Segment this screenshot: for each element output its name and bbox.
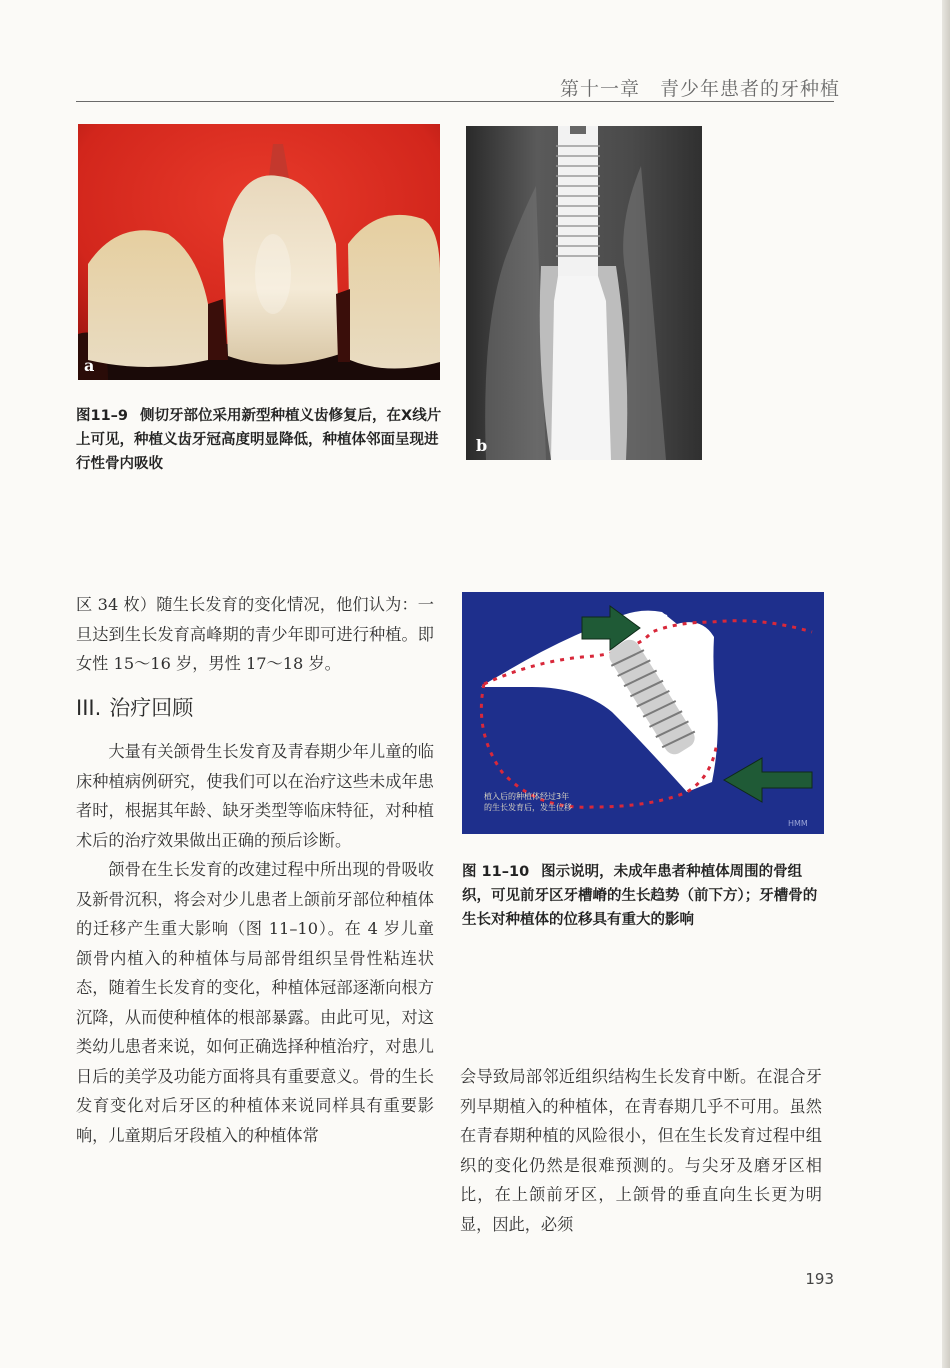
implant-displacement-diagram [462, 592, 824, 834]
diagram-credit: HMM [788, 819, 808, 828]
figure-11-10-caption-text: 图示说明，未成年患者种植体周围的骨组织，可见前牙区牙槽嵴的生长趋势（前下方）；牙槽骨的生长对种植体的位移具有重大的影响 [462, 864, 818, 928]
section-number: III. [76, 696, 102, 720]
figure-11-9-caption-label: 图11–9 [76, 408, 129, 424]
section-heading [76, 692, 193, 722]
page-edge-shadow [942, 0, 950, 1368]
body-text-continuation: 区 34 枚）随生长发育的变化情况，他们认为：一旦达到生长发育高峰期的青少年即可进行种植。即女性 15～16 岁，男性 17～18 岁。 [76, 595, 434, 673]
panel-b-label: b [476, 436, 488, 455]
section-title: 治疗回顾 [109, 696, 194, 720]
header-rule [76, 101, 834, 102]
page-number: 193 [805, 1270, 834, 1288]
figure-11-9-xray [466, 126, 702, 460]
body-text-left-column [76, 737, 434, 1150]
paragraph-2: 颌骨在生长发育的改建过程中所出现的骨吸收及新骨沉积，将会对少儿患者上颌前牙部位种植体的迁移产生重大影响（图 11–10）。在 4 岁儿童颌骨内植入的种植体与局部骨组织呈骨性粘连状态，随着生长发育的变化，种植体冠部逐渐向根方沉降，从而使种植体的根部暴露。由此可见，对这类幼儿患者来说，如何正确选择种植治疗，对患儿日后的美学及功能方面将具有重要意义。骨的生长发育变化对后牙区的种植体来说同样具有重要影响，儿童期后牙段植入的种植体常 [76, 860, 434, 1145]
figure-11-10-diagram [462, 592, 824, 834]
figure-11-9-photo [78, 124, 440, 380]
paragraph-1: 大量有关颌骨生长发育及青春期少年儿童的临床种植病例研究，使我们可以在治疗这些未成年患者时，根据其年龄、缺牙类型等临床特征，对种植术后的治疗效果做出正确的预后诊断。 [76, 742, 434, 850]
panel-a-label: a [84, 356, 95, 375]
body-text-right-column: 会导致局部邻近组织结构生长发育中断。在混合牙列早期植入的种植体，在青春期几乎不可用。虽然在青春期种植的风险很小，但在生长发育过程中组织的变化仍然是很难预测的。与尖牙及磨牙区相比，在上颌前牙区，上颌骨的垂直向生长更为明显，因此，必须 [460, 1067, 822, 1234]
figure-11-10-caption [462, 860, 826, 932]
implant-radiograph [466, 126, 702, 460]
figure-11-9-caption [76, 404, 444, 476]
figure-11-10-caption-label: 图 11–10 [462, 864, 530, 880]
diagram-label-line1: 植入后的种植体经过3年 [484, 792, 570, 801]
figure-11-9-caption-text: 侧切牙部位采用新型种植义齿修复后，在X线片上可见，种植义齿牙冠高度明显降低，种植体邻面呈现进行性骨内吸收 [76, 408, 442, 472]
diagram-label-line2: 的生长发育后，发生位移 [484, 803, 572, 812]
running-header: 第十一章 青少年患者的牙种植 [560, 78, 841, 100]
gum-teeth-photo [78, 124, 440, 380]
